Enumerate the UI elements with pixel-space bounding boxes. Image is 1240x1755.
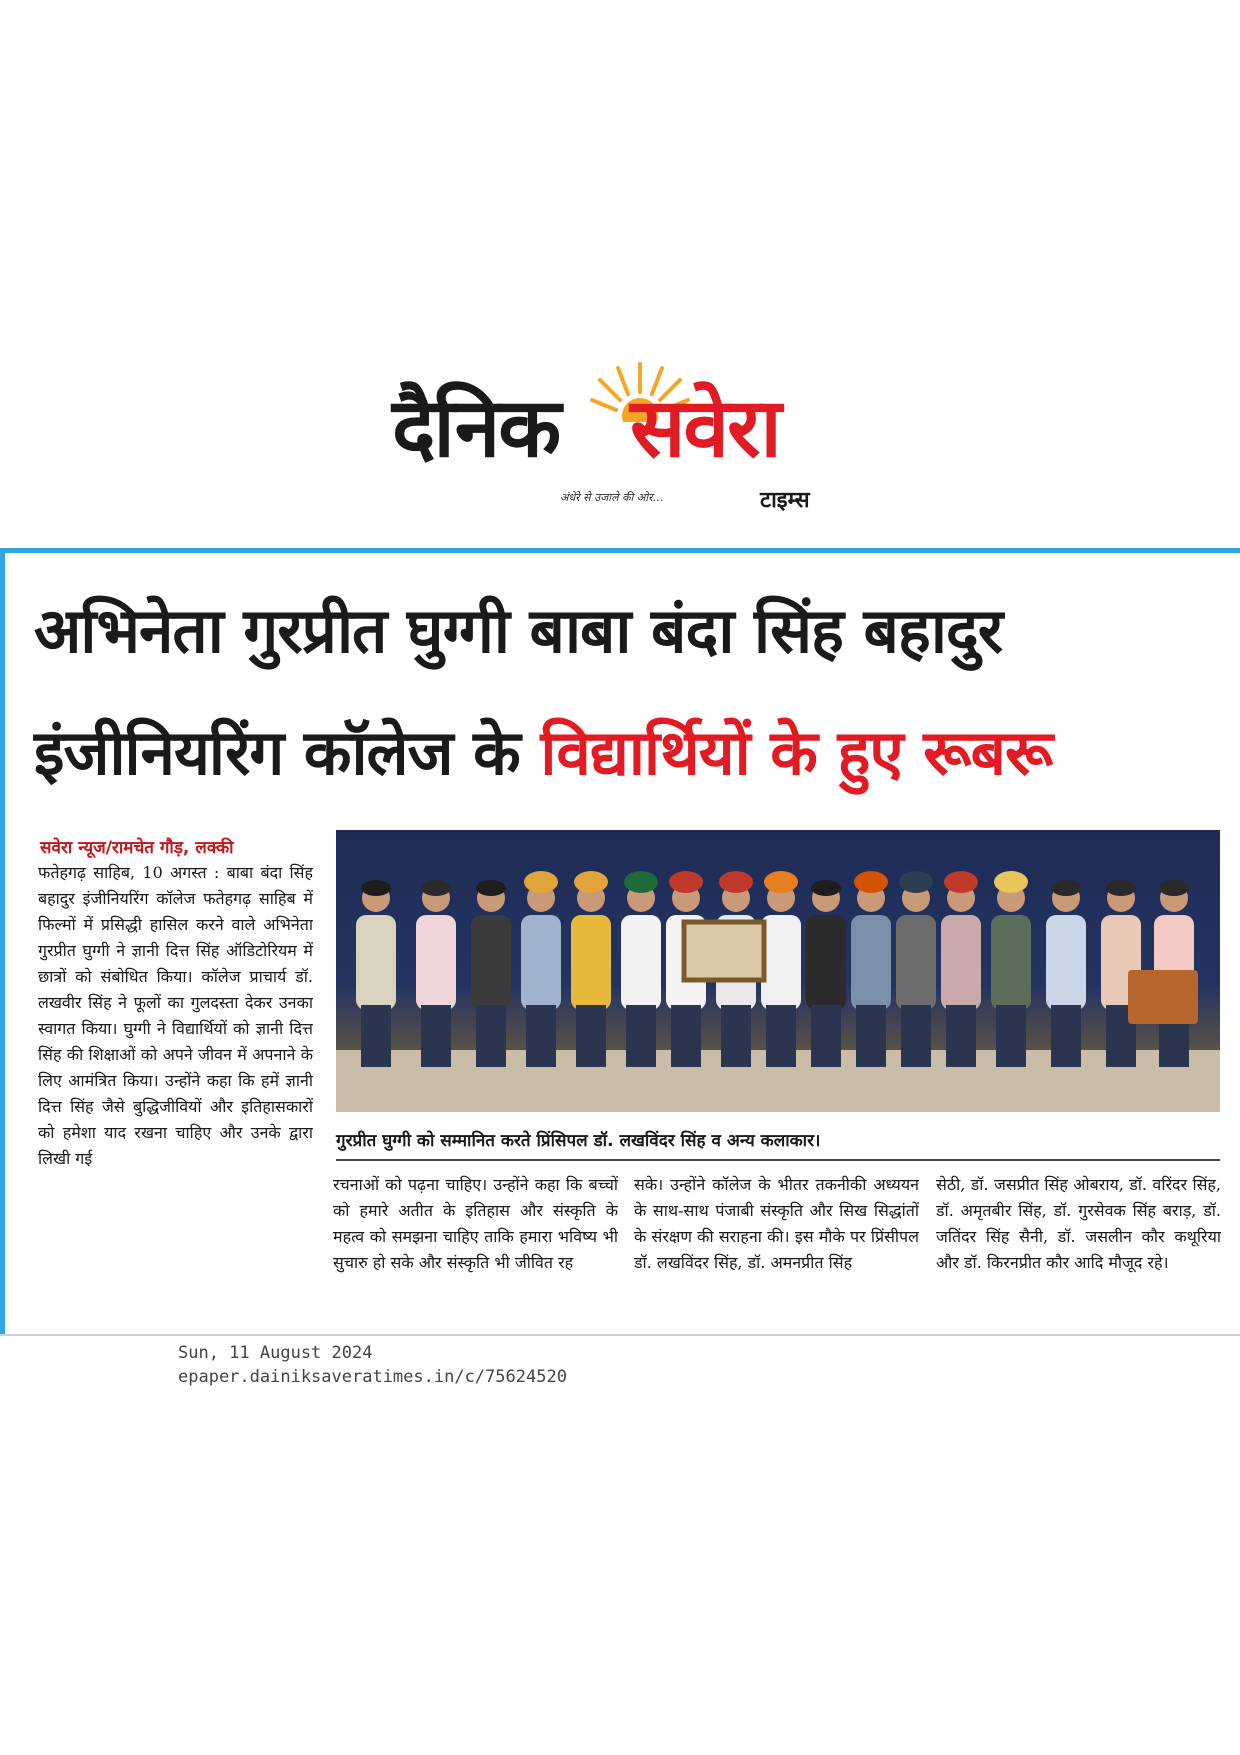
person-legs: [901, 1005, 931, 1067]
group-photo: [336, 830, 1220, 1112]
group-photo-illustration: [336, 830, 1220, 1112]
headline-line-2-black: इंजीनियरिंग कॉलेज के: [34, 716, 541, 789]
person-legs: [721, 1005, 751, 1067]
person-body: [941, 915, 981, 1010]
person-body: [571, 915, 611, 1010]
logo-times-text: टाइम्स: [760, 488, 810, 513]
logo-dainik-text: दैनिक: [392, 381, 560, 476]
person-hair: [476, 880, 506, 896]
byline: सवेरा न्यूज/रामचेत गौड़, लक्की: [40, 838, 234, 858]
person-turban: [854, 871, 888, 893]
person-hair: [1159, 880, 1189, 896]
clipping-left-border: [0, 553, 5, 1336]
person-legs: [421, 1005, 451, 1067]
logo-savera-text: सवेरा: [630, 381, 780, 476]
handbag: [1128, 970, 1198, 1024]
person-hair: [421, 880, 451, 896]
clipping-bottom-border: [0, 1334, 1240, 1336]
article-column-4: सेठी, डॉ. जसप्रीत सिंह ओबराय, डॉ. वरिंदर सिंह, डॉ. अमृतबीर सिंह, डॉ. गुरसेवक सिंह बराड़, डॉ. जतिंदर सिंह सैनी, डॉ. जसलीन कौर कथूरिया और डॉ. किरनप्रीत कौर आदि मौजूद रहे।: [936, 1175, 1221, 1272]
person-legs: [766, 1005, 796, 1067]
person-turban: [944, 871, 978, 893]
person-legs: [671, 1005, 701, 1067]
person-turban: [574, 871, 608, 893]
person-turban: [624, 871, 658, 893]
person-legs: [946, 1005, 976, 1067]
person-legs: [361, 1005, 391, 1067]
person-body: [806, 915, 846, 1010]
article-column-1: फतेहगढ़ साहिब, 10 अगस्त : बाबा बंदा सिंह बहादुर इंजीनियरिंग कॉलेज फतेहगढ़ साहिब में फिल्मों में प्रसिद्धी हासिल करने वाले अभिनेता गुरप्रीत घुग्गी ने ज्ञानी दित्त सिंह ऑडिटोरियम में छात्रों को संबोधित किया। कॉलेज प्राचार्य डॉ. लखवीर सिंह ने फूलों का गुलदस्ता देकर उनका स्वागत किया। घुग्गी ने विद्यार्थियों को ज्ञानी दित्त सिंह की शिक्षाओं को अपने जीवन में अपनाने के लिए आमंत्रित किया। उन्होंने कहा कि हमें ज्ञानी दित्त सिंह जैसे बुद्धिजीवियों और इतिहासकारों को हमेशा याद रखना चाहिए और उनके द्वारा लिखी गई: [38, 863, 313, 1168]
article-column-2: रचनाओं को पढ़ना चाहिए। उन्होंने कहा कि बच्चों को हमारे अतीत के इतिहास और संस्कृति के महत्व को समझना चाहिए ताकि हमारा भविष्य भी सुचारु हो सके और संस्कृति भी जीवित रह: [333, 1175, 618, 1272]
person-body: [896, 915, 936, 1010]
person-body: [521, 915, 561, 1010]
person-hair: [1051, 880, 1081, 896]
person-body: [621, 915, 661, 1010]
person-legs: [576, 1005, 606, 1067]
person-body: [761, 915, 801, 1010]
headline-line-2: [34, 716, 1224, 789]
person-turban: [669, 871, 703, 893]
person-body: [416, 915, 456, 1010]
person-legs: [856, 1005, 886, 1067]
headline-line-2-red: विद्यार्थियों के हुए रूबरू: [540, 716, 1053, 789]
person-body: [851, 915, 891, 1010]
person-hair: [811, 880, 841, 896]
framed-painting: [684, 922, 764, 980]
article-column-3: सके। उन्होंने कॉलेज के भीतर तकनीकी अध्ययन के साथ-साथ पंजाबी संस्कृति और सिख सिद्धांतों के संरक्षण की सराहना की। इस मौके पर प्रिंसीपल डॉ. लखविंदर सिंह, डॉ. अमनप्रीत सिंह: [634, 1175, 919, 1272]
epaper-date: Sun, 11 August 2024: [178, 1343, 373, 1363]
person-turban: [899, 871, 933, 893]
clipping-top-border: [0, 548, 1240, 553]
logo-tagline: अंधेरे से उजाले की ओर...: [560, 491, 664, 504]
headline-line-1: अभिनेता गुरप्रीत घुग्गी बाबा बंदा सिंह बहादुर: [34, 594, 1003, 667]
person-body: [356, 915, 396, 1010]
person-body: [471, 915, 511, 1010]
person-legs: [811, 1005, 841, 1067]
epaper-link[interactable]: epaper.dainiksaveratimes.in/c/75624520: [178, 1367, 567, 1387]
person-body: [991, 915, 1031, 1010]
photo-caption: गुरप्रीत घुग्गी को सम्मानित करते प्रिंसिपल डॉ. लखविंदर सिंह व अन्य कलाकार।: [336, 1128, 1220, 1161]
person-legs: [476, 1005, 506, 1067]
person-legs: [1051, 1005, 1081, 1067]
person-turban: [994, 871, 1028, 893]
person-hair: [361, 880, 391, 896]
person-turban: [719, 871, 753, 893]
person-legs: [526, 1005, 556, 1067]
person-turban: [764, 871, 798, 893]
person-legs: [996, 1005, 1026, 1067]
person-legs: [626, 1005, 656, 1067]
person-turban: [524, 871, 558, 893]
person-body: [1046, 915, 1086, 1010]
person-hair: [1106, 880, 1136, 896]
